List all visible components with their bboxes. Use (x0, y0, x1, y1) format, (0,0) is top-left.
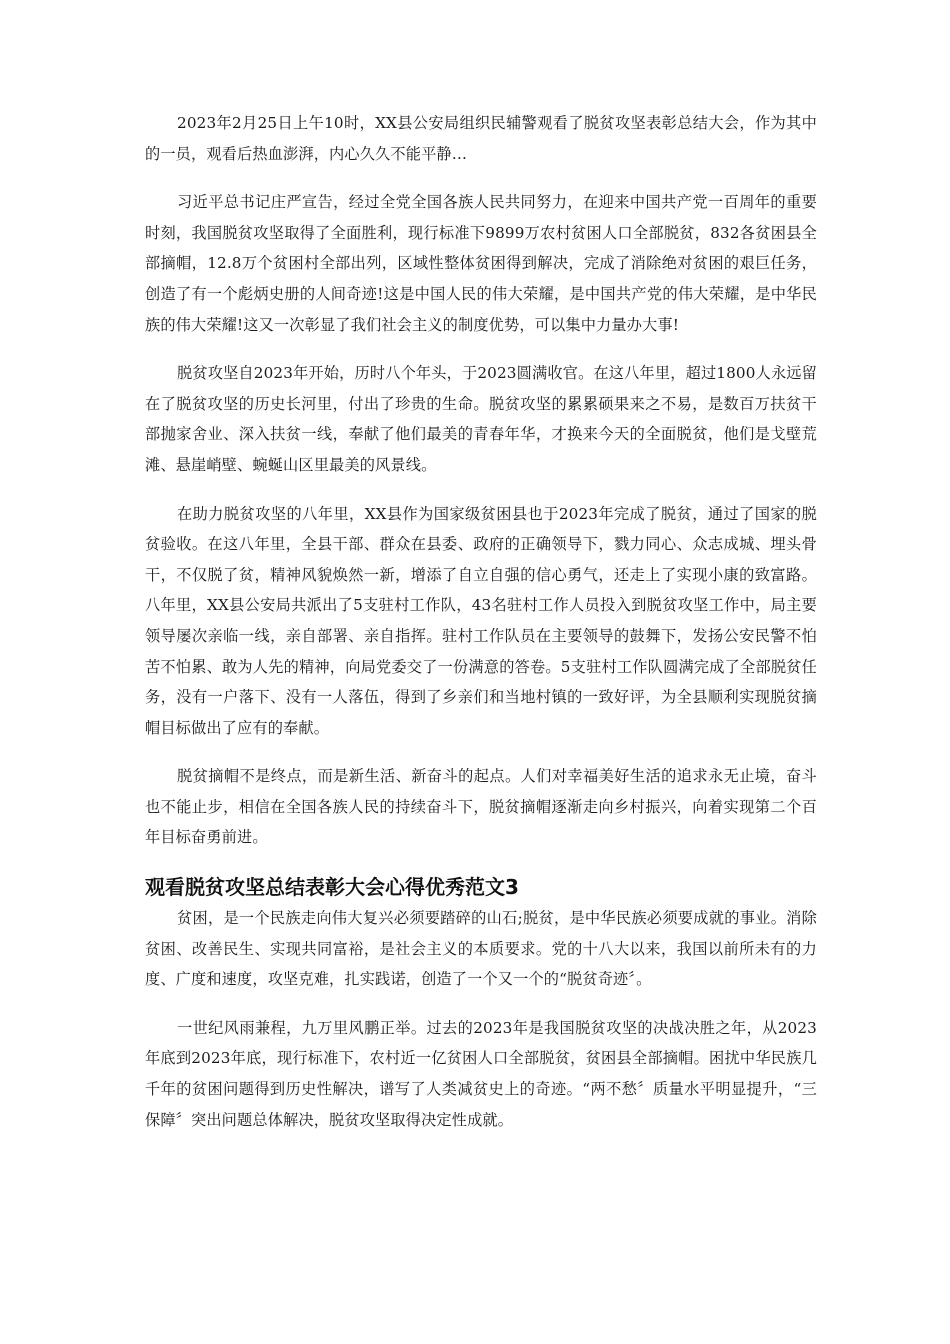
paragraph-7: 一世纪风雨兼程，九万里风鹏正举。过去的2023年是我国脱贫攻坚的决战决胜之年，从2023年底到2023年底，现行标准下，农村近一亿贫困人口全部脱贫，贫困县全部摘帽。困扰中华民族几千年的贫困问题得到历史性解决，谱写了人类减贫史上的奇迹。“两不愁〞质量水平明显提升，“三保障〞突出问题总体解决，脱贫攻坚取得决定性成就。 (145, 1018, 817, 1129)
paragraph-4: 在助力脱贫攻坚的八年里，XX县作为国家级贫困县也于2023年完成了脱贫，通过了国家的脱贫验收。在这八年里，全县干部、群众在县委、政府的正确领导下，戮力同心、众志成城、埋头骨干，不仅脱了贫，精神风貌焕然一新，增添了自立自强的信心勇气，还走上了实现小康的致富路。八年里，XX县公安局共派出了5支驻村工作队，43名驻村工作人员投入到脱贫攻坚工作中，局主要领导屡次亲临一线，亲自部署、亲自指挥。驻村工作队员在主要领导的鼓舞下，发扬公安民警不怕苦不怕累、敢为人先的精神，向局党委交了一份满意的答卷。5支驻村工作队圆满完成了全部脱贫任务，没有一户落下、没有一人落伍，得到了乡亲们和当地村镇的一致好评，为全县顺利实现脱贫摘帽目标做出了应有的奉献。 (145, 504, 817, 737)
paragraph-2: 习近平总书记庄严宣告，经过全党全国各族人民共同努力，在迎来中国共产党一百周年的重要时刻，我国脱贫攻坚取得了全面胜利，现行标准下9899万农村贫困人口全部脱贫，832各贫困县全部摘帽，12.8万个贫困村全部出列，区域性整体贫困得到解决，完成了消除绝对贫困的艰巨任务，创造了有一个彪炳史册的人间奇迹!这是中国人民的伟大荣耀，是中国共产党的伟大荣耀，是中华民族的伟大荣耀!这又一次彰显了我们社会主义的制度优势，可以集中力量办大事! (145, 193, 817, 334)
paragraph-6: 贫困，是一个民族走向伟大复兴必须要踏碎的山石;脱贫，是中华民族必须要成就的事业。消除贫困、改善民生、实现共同富裕，是社会主义的本质要求。党的十八大以来，我国以前所未有的力度、广度和速度，攻坚克难，扎实践诺，创造了一个又一个的“脱贫奇迹〞。 (145, 909, 817, 989)
document-page (145, 108, 817, 1153)
section-heading: 观看脱贫攻坚总结表彰大会心得优秀范文3 (145, 875, 519, 900)
paragraph-1: 2023年2月25日上午10时，XX县公安局组织民辅警观看了脱贫攻坚表彰总结大会，作为其中的一员，观看后热血澎湃，内心久久不能平静… (145, 114, 817, 163)
paragraph-3: 脱贫攻坚自2023年开始，历时八个年头，于2023圆满收官。在这八年里，超过1800人永远留在了脱贫攻坚的历史长河里，付出了珍贵的生命。脱贫攻坚的累累硕果来之不易，是数百万扶贫干部抛家舍业、深入扶贫一线，奉献了他们最美的青春年华，才换来今天的全面脱贫，他们是戈壁荒滩、悬崖峭壁、蜿蜒山区里最美的风景线。 (145, 364, 817, 474)
paragraph-5: 脱贫摘帽不是终点，而是新生活、新奋斗的起点。人们对幸福美好生活的追求永无止境，奋斗也不能止步，相信在全国各族人民的持续奋斗下，脱贫摘帽逐渐走向乡村振兴，向着实现第二个百年目标奋勇前进。 (145, 767, 817, 847)
